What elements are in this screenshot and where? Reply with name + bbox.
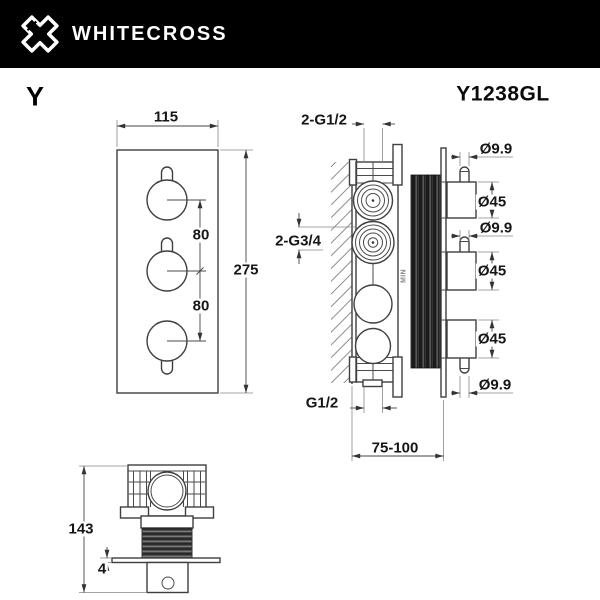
knob-spacing-bottom-dim-label: 80 <box>192 297 210 315</box>
brand-name: WHITECROSS <box>72 22 228 45</box>
body-height-dim-label: 143 <box>68 520 94 538</box>
handle-diameter-1-label: Ø45 <box>477 193 507 211</box>
plate-thickness-dim-label: 4 <box>97 560 107 578</box>
pin-diameter-mid-label: Ø9.9 <box>479 219 513 237</box>
model-number: Y1238GL <box>456 82 550 106</box>
front-height-dim-label: 275 <box>233 261 259 279</box>
whitecross-x-logo-icon <box>17 11 63 57</box>
front-width-dim-label: 115 <box>153 108 179 126</box>
min-depth-label: MIN <box>400 268 408 284</box>
pin-diameter-bottom-label: Ø9.9 <box>478 376 512 394</box>
knob-spacing-top-dim-label: 80 <box>192 226 210 244</box>
pin-diameter-top-label: Ø9.9 <box>479 140 513 158</box>
series-label: Y <box>25 81 45 112</box>
handle-diameter-2-label: Ø45 <box>477 262 507 280</box>
bottom-connection-label: G1/2 <box>305 394 339 412</box>
front-view-drawing <box>117 120 253 393</box>
side-connection-label: 2-G3/4 <box>275 232 321 250</box>
install-depth-dim-label: 75-100 <box>371 439 419 457</box>
handle-diameter-3-label: Ø45 <box>477 330 507 348</box>
top-connection-label: 2-G1/2 <box>301 111 347 129</box>
header-bar <box>0 0 600 68</box>
